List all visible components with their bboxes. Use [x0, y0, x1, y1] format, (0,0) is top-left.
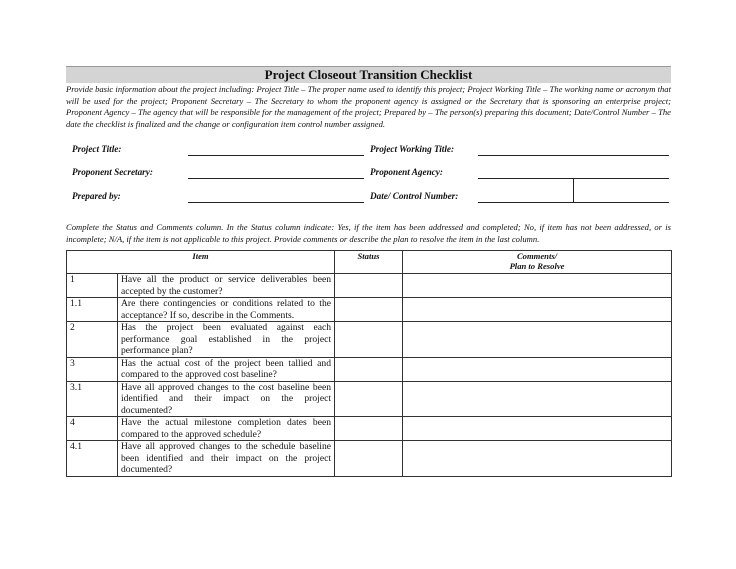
row-item: Have all approved changes to the cost baseline been identified and their impact on the project documented? — [118, 381, 335, 417]
project-working-title-field[interactable] — [478, 155, 669, 156]
proponent-secretary-label: Proponent Secretary: — [72, 167, 153, 177]
row-number: 1 — [67, 274, 118, 298]
comments-cell[interactable] — [403, 322, 672, 358]
row-number: 4 — [67, 417, 118, 441]
row-item: Are there contingencies or conditions related to the acceptance? If so, describe in the Comments. — [118, 298, 335, 322]
instructions-text: Complete the Status and Comments column. In the Status column indicate: Yes, if the item has been addressed and completed; No, if item has not been addressed, or is incomplete; N/A, if the item is not applicable to this project. Provide comments or describe the plan to resolve the item in the last column. — [66, 222, 671, 244]
row-item: Has the actual cost of the project been tallied and compared to the approved cost baseline? — [118, 357, 335, 381]
document-title: Project Closeout Transition Checklist — [66, 66, 671, 83]
date-control-number-field[interactable] — [478, 202, 669, 203]
checklist-page — [66, 66, 671, 477]
comments-header-line2: Plan to Resolve — [509, 261, 565, 271]
item-header: Item — [67, 251, 335, 274]
status-cell[interactable] — [335, 417, 403, 441]
table-row — [67, 357, 672, 381]
status-cell[interactable] — [335, 274, 403, 298]
status-cell[interactable] — [335, 381, 403, 417]
comments-cell[interactable] — [403, 441, 672, 477]
status-cell[interactable] — [335, 322, 403, 358]
date-control-number-label: Date/ Control Number: — [370, 191, 459, 201]
table-row — [67, 417, 672, 441]
prepared-by-field[interactable] — [188, 202, 364, 203]
intro-text: Provide basic information about the project including: Project Title – The proper name used to identify this project; Project Working Title – The working name or acronym that will be used for the project; Proponent Secretary – The Secretary to whom the proponent agency is assigned or the Secretary that is sponsoring an enterprise project; Proponent Agency – The agency that will be responsible for the management of the project; Prepared by – The person(s) preparing this document; Date/Control Number – The date the checklist is finalized and the change or configuration item control number assigned. — [66, 84, 671, 129]
table-header-row — [67, 251, 672, 274]
comments-cell[interactable] — [403, 381, 672, 417]
project-title-field[interactable] — [188, 155, 364, 156]
field-divider — [573, 178, 574, 202]
table-row — [67, 298, 672, 322]
row-item: Have all approved changes to the schedule baseline been identified and their impact on the project documented? — [118, 441, 335, 477]
row-item: Have all the product or service deliverables been accepted by the customer? — [118, 274, 335, 298]
status-cell[interactable] — [335, 357, 403, 381]
table-row — [67, 322, 672, 358]
status-header: Status — [335, 251, 403, 274]
status-cell[interactable] — [335, 298, 403, 322]
comments-cell[interactable] — [403, 274, 672, 298]
row-number: 4.1 — [67, 441, 118, 477]
row-number: 1.1 — [67, 298, 118, 322]
row-item: Have the actual milestone completion dates been compared to the approved schedule? — [118, 417, 335, 441]
row-number: 3.1 — [67, 381, 118, 417]
table-row — [67, 441, 672, 477]
prepared-by-label: Prepared by: — [72, 191, 121, 201]
proponent-agency-label: Proponent Agency: — [370, 167, 443, 177]
comments-header — [403, 251, 672, 274]
table-row — [67, 381, 672, 417]
row-number: 2 — [67, 322, 118, 358]
row-number: 3 — [67, 357, 118, 381]
comments-cell[interactable] — [403, 357, 672, 381]
checklist-table — [66, 250, 672, 477]
project-title-label: Project Title: — [72, 144, 122, 154]
table-row — [67, 274, 672, 298]
status-cell[interactable] — [335, 441, 403, 477]
proponent-secretary-field[interactable] — [188, 178, 364, 179]
comments-cell[interactable] — [403, 417, 672, 441]
comments-header-line1: Comments/ — [516, 251, 558, 261]
project-working-title-label: Project Working Title: — [370, 144, 455, 154]
comments-cell[interactable] — [403, 298, 672, 322]
row-item: Has the project been evaluated against each performance goal established in the project performance plan? — [118, 322, 335, 358]
project-info-fields — [66, 144, 671, 206]
